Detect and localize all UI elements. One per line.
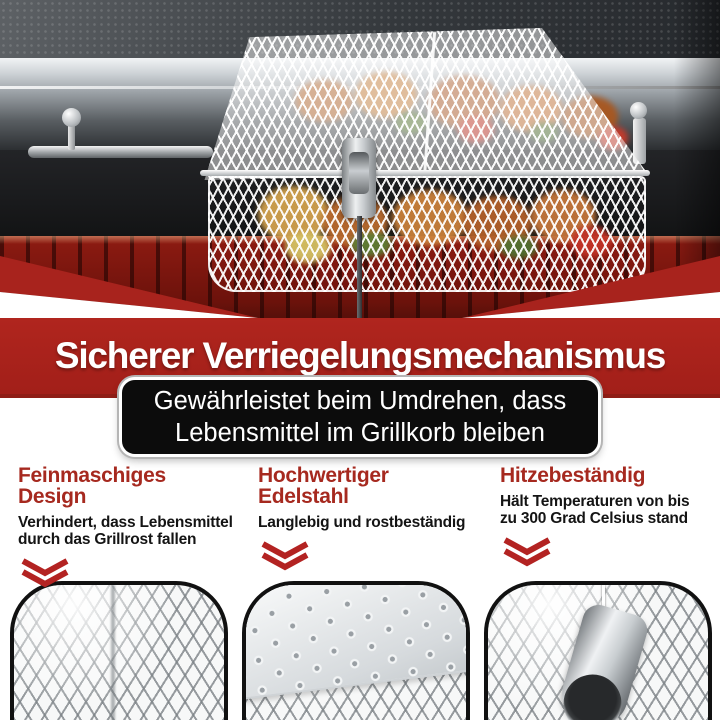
latch-rod <box>357 216 362 318</box>
callout-badge <box>119 377 601 457</box>
feature-description: Langlebig und rostbeständig <box>258 514 466 531</box>
spit-knob <box>62 108 81 127</box>
latch-clip <box>349 152 369 194</box>
feature-description: Hält Temperaturen von bis zu 300 Grad Celsius stand <box>500 493 690 527</box>
callout-line: Lebensmittel im Grillkorb bleiben <box>175 419 545 447</box>
callout-line: Gewährleistet beim Umdrehen, dass <box>153 387 567 415</box>
mesh-seam-wire <box>111 585 115 720</box>
locking-latch <box>342 138 376 218</box>
product-photo <box>0 0 720 318</box>
perforated-plate-closeup-photo <box>242 581 470 720</box>
feature-title: Feinmaschiges Design <box>18 464 166 508</box>
spit-pin <box>68 124 75 150</box>
detail-photos-row <box>0 581 720 720</box>
feature-columns <box>0 457 720 597</box>
feature-description: Verhindert, dass Lebensmittel durch das Grillrost fallen <box>18 514 233 548</box>
fine-mesh-closeup-photo <box>10 581 228 720</box>
feature-title: Hitzebeständig <box>500 464 646 487</box>
rotisserie-axle-closeup-photo <box>484 581 712 720</box>
mesh-texture <box>14 585 224 720</box>
rotisserie-spit-rod <box>28 146 213 158</box>
chevron-double-down-icon <box>260 541 310 575</box>
axle-opening <box>557 667 629 720</box>
corner-ribbon <box>462 256 720 318</box>
chevron-double-down-icon <box>20 558 70 592</box>
feature-stainless-steel <box>258 465 500 597</box>
feature-title: Hochwertiger Edelstahl <box>258 464 389 508</box>
headline-title: Sicherer Verriegelungsmechanismus <box>54 335 666 376</box>
feature-fine-mesh <box>18 465 258 597</box>
chevron-double-down-icon <box>502 537 552 571</box>
feature-heat-resistant <box>500 465 720 597</box>
corner-ribbon <box>0 256 258 318</box>
